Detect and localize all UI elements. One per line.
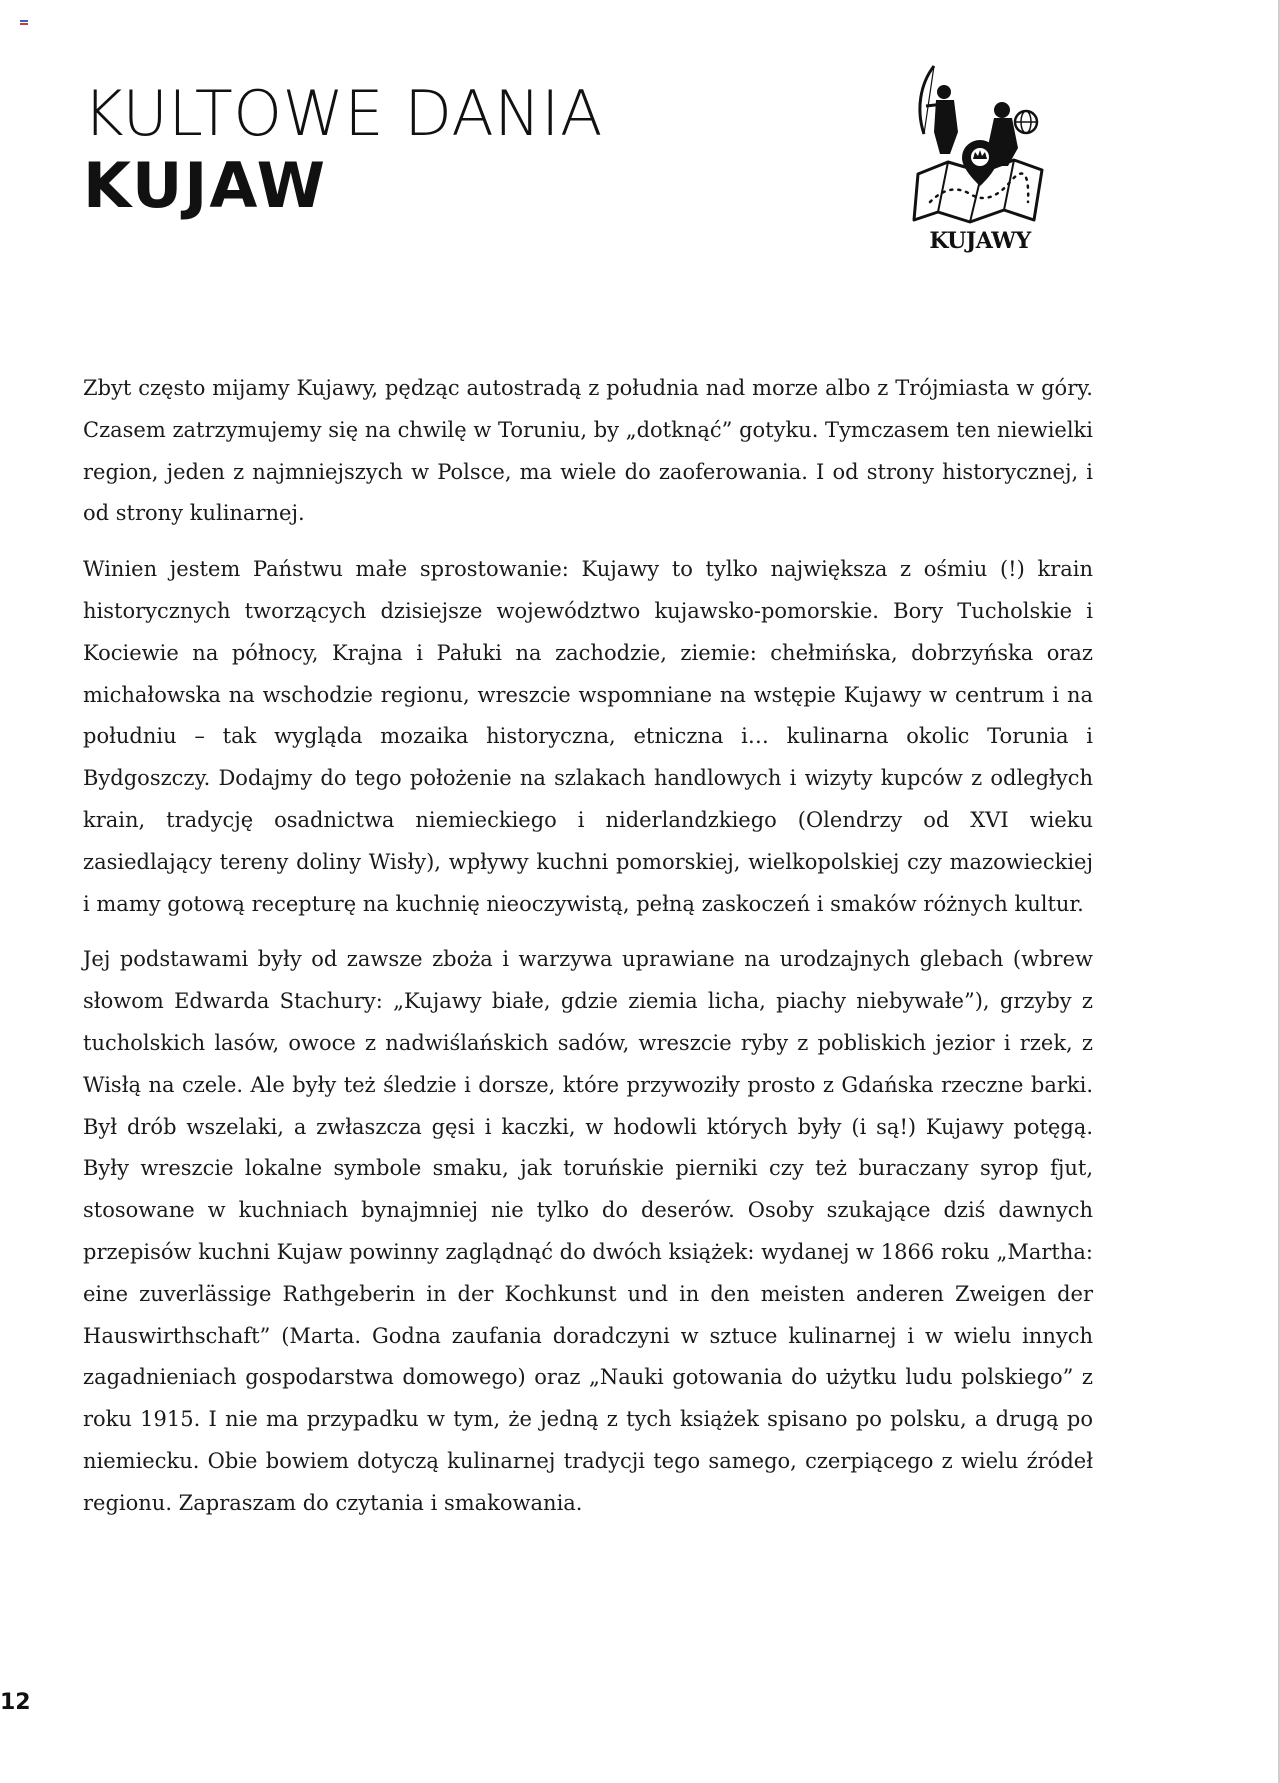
- paragraph-3: Jej podstawami były od zawsze zboża i warzywa uprawiane na urodzajnych glebach (wbrew słowom Edwarda Stachury: „Kujawy białe, gdzie ziemia licha, piachy niebywałe”), grzyby z tucholskich lasów, owoce z nadwiślańskich sadów, wreszcie ryby z pobliskich jezior i rzek, z Wisłą na czele. Ale były też śledzie i dorsze, które przywoziły prosto z Gdańska rzeczne barki. Był drób wszelaki, a zwłaszcza gęsi i kaczki, w hodowli których były (i są!) Kujawy potęgą. Były wreszcie lokalne symbole smaku, jak toruńskie pierniki czy też buraczany syrop fjut, stosowane w kuchniach bynajmniej nie tylko do deserów. Osoby szukające dziś dawnych przepisów kuchni Kujaw powinny zaglądnąć do dwóch książek: wydanej w 1866 roku „Martha: eine zuverlässige Rathgeberin in der Kochkunst und in den meisten anderen Zweigen der Hauswirthschaft” (Marta. Godna zaufania doradczyni w sztuce kulinarnej i w wielu innych zagadnieniach gospodarstwa domowego) oraz „Nauki gotowania do użytku ludu polskiego” z roku 1915. I nie ma przypadku w tym, że jedną z tych książek spisano po polsku, a drugą po niemiecku. Obie bowiem dotyczą kulinarnej tradycji tego samego, czerpiącego z wielu źródeł regionu. Zapraszam do czytania i smakowania.: [83, 947, 1093, 1515]
- logo-caption: KUJAWY: [929, 228, 1031, 254]
- page-title-line-1: KULTOWE DANIA: [83, 77, 603, 150]
- paragraph-1: Zbyt często mijamy Kujawy, pędząc autostradą z południa nad morze albo z Trójmiasta w góry. Czasem zatrzymujemy się na chwilę w Toruniu, by „dotknąć” gotyku. Tymczasem ten niewielki region, jeden z najmniejszych w Polsce, ma wiele do zaoferowania. I od strony historycznej, i od strony kulinarnej.: [83, 376, 1093, 526]
- corner-flag-mark: [20, 20, 28, 26]
- article-body: [83, 368, 1093, 1539]
- page-title-line-2: KUJAW: [83, 149, 327, 222]
- paragraph-2: Winien jestem Państwu małe sprostowanie: Kujawy to tylko największa z ośmiu (!) krain historycznych tworzących dzisiejsze województwo kujawsko-pomorskie. Bory Tucholskie i Kociewie na północy, Krajna i Pałuki na zachodzie, ziemie: chełmińska, dobrzyńska oraz michałowska na wschodzie regionu, wreszcie wspomniane na wstępie Kujawy w centrum i na południu – tak wygląda mozaika historyczna, etniczna i… kulinarna okolic Torunia i Bydgoszczy. Dodajmy do tego położenie na szlakach handlowych i wizyty kupców z odległych krain, tradycję osadnictwa niemieckiego i niderlandzkiego (Olendrzy od XVI wieku zasiedlający tereny doliny Wisły), wpływy kuchni pomorskiej, wielkopolskiej czy mazowieckiej i mamy gotową recepturę na kuchnię nieoczywistą, pełną zaskoczeń i smaków różnych kultur.: [83, 557, 1093, 916]
- page-number: 12: [0, 1690, 31, 1715]
- kujawy-logo: [910, 62, 1050, 262]
- kujawy-region-emblem-icon: [910, 62, 1050, 228]
- page-title: [83, 78, 603, 222]
